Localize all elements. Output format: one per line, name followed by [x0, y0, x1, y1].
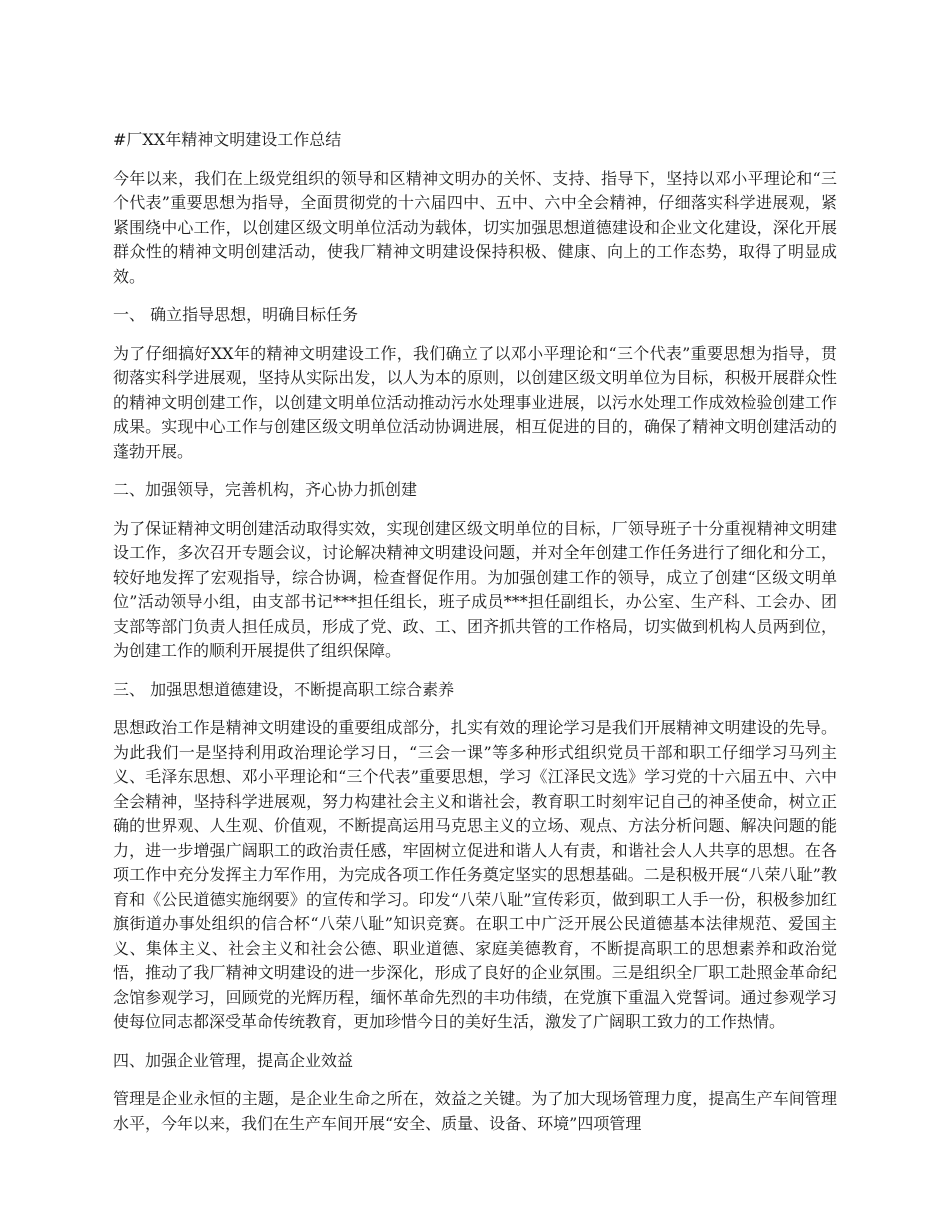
section-1-paragraph: 为了仔细搞好XX年的精神文明建设工作，我们确立了以邓小平理论和“三个代表”重要思想为指导，贯彻落实科学进展观，坚持从实际出发，以人为本的原则，以创建区级文明单位为目标，积极开展群众性的精神文明创建工作，以创建文明单位活动推动污水处理事业进展，以污水处理工作成效检验创建工作成果。实现中心工作与创建区级文明单位活动协调进展，相互促进的目的，确保了精神文明创建活动的蓬勃开展。: [113, 343, 837, 461]
section-4-paragraph: 管理是企业永恒的主题，是企业生命之所在，效益之关键。为了加大现场管理力度，提高生产车间管理水平，今年以来，我们在生产车间开展“安全、质量、设备、环境”四项管理: [113, 1089, 837, 1133]
document-page: [113, 116, 837, 1150]
section-3-heading: 三、 加强思想道德建设，不断提高职工综合素养: [113, 679, 455, 699]
section-2-heading: 二、加强领导，完善机构，齐心协力抓创建: [113, 480, 418, 499]
section-2-paragraph: 为了保证精神文明创建活动取得实效，实现创建区级文明单位的目标，厂领导班子十分重视精神文明建设工作，多次召开专题会议，讨论解决精神文明建设问题，并对全年创建工作任务进行了细化和分工，较好地发挥了宏观指导，综合协调，检查督促作用。为加强创建工作的领导，成立了创建“区级文明单位”活动领导小组，由支部书记***担任组长，班子成员***担任副组长，办公室、生产科、工会办、团支部等部门负责人担任成员，形成了党、政、工、团齐抓共管的工作格局，切实做到机构人员两到位，为创建工作的顺利开展提供了组织保障。: [113, 518, 837, 660]
intro-paragraph: 今年以来，我们在上级党组织的领导和区精神文明办的关怀、支持、指导下，坚持以邓小平理论和“三个代表”重要思想为指导，全面贯彻党的十六届四中、五中、六中全会精神，仔细落实科学进展观，紧紧围绕中心工作，以创建区级文明单位活动为载体，切实加强思想道德建设和企业文化建设，深化开展群众性的精神文明创建活动，使我厂精神文明建设保持积极、健康、向上的工作态势，取得了明显成效。: [113, 168, 837, 286]
document-title: #厂XX年精神文明建设工作总结: [113, 130, 342, 149]
section-4-heading: 四、加强企业管理，提高企业效益: [113, 1050, 354, 1070]
section-3-paragraph: 思想政治工作是精神文明建设的重要组成部分，扎实有效的理论学习是我们开展精神文明建设的先导。为此我们一是坚持利用政治理论学习日，“三会一课”等多种形式组织党员干部和职工仔细学习马列主义、毛泽东思想、邓小平理论和“三个代表”重要思想，学习《江泽民文选》学习党的十六届五中、六中全会精神，坚持科学进展观，努力构建社会主义和谐社会，教育职工时刻牢记自己的神圣使命，树立正确的世界观、人生观、价值观，不断提高运用马克思主义的立场、观点、方法分析问题、解决问题的能力，进一步增强广阔职工的政治责任感，牢固树立促进和谐人人有责，和谐社会人人共享的思想。在各项工作中充分发挥主力军作用，为完成各项工作任务奠定坚实的思想基础。二是积极开展“八荣八耻”教育和《公民道德实施纲要》的宣传和学习。印发“八荣八耻”宣传彩页，做到职工人手一份，积极参加红旗街道办事处组织的信合杯“八荣八耻”知识竞赛。在职工中广泛开展公民道德基本法律规范、爱国主义、集体主义、社会主义和社会公德、职业道德、家庭美德教育，不断提高职工的思想素养和政治觉悟，推动了我厂精神文明建设的进一步深化，形成了良好的企业氛围。三是组织全厂职工赴照金革命纪念馆参观学习，回顾党的光辉历程，缅怀革命先烈的丰功伟绩，在党旗下重温入党誓词。通过参观学习使每位同志都深受革命传统教育，更加珍惜今日的美好生活，激发了广阔职工致力的工作热情。: [113, 718, 837, 1031]
section-1-heading: 一、 确立指导思想，明确目标任务: [113, 305, 359, 324]
